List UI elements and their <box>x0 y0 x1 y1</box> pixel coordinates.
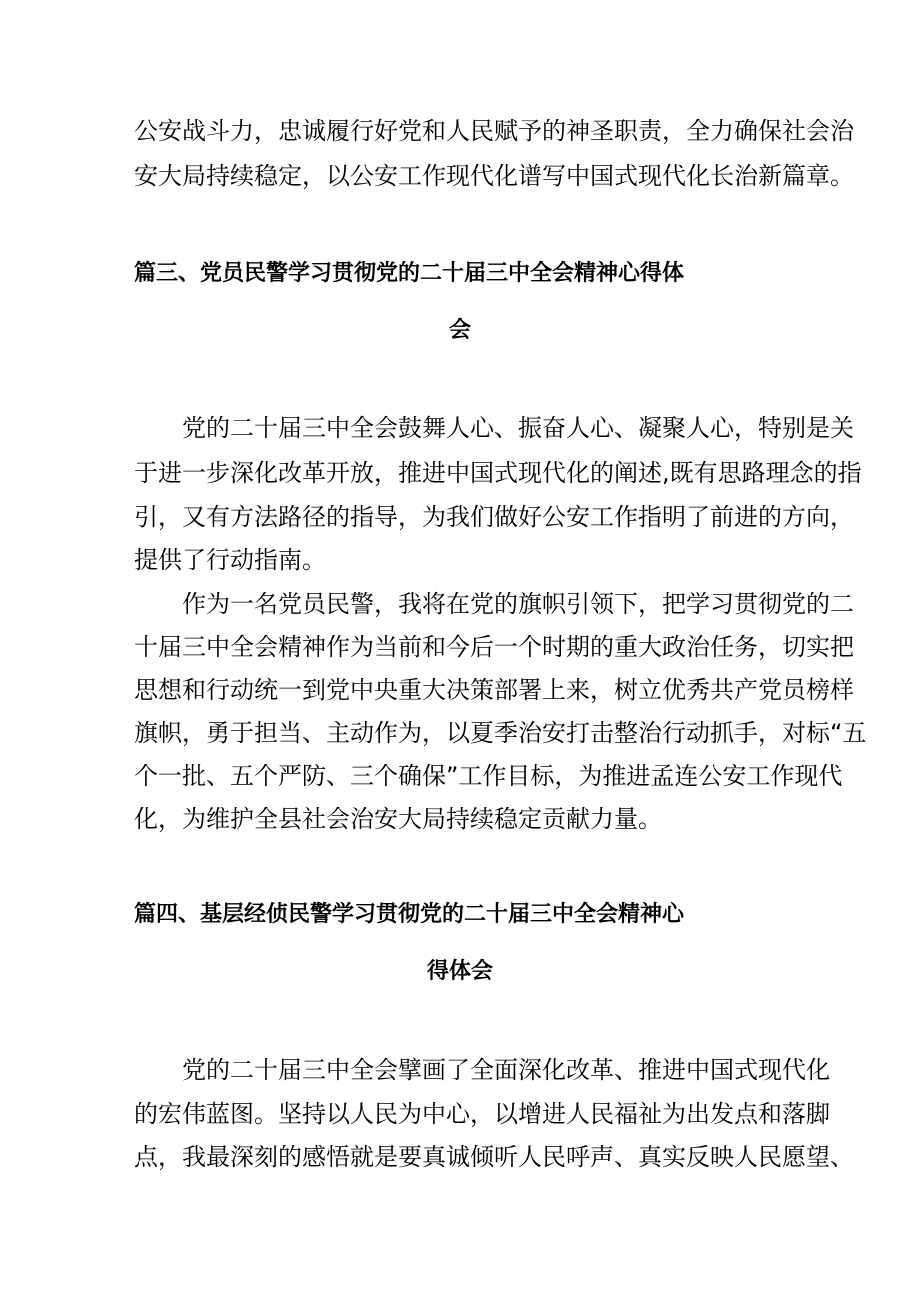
paragraph-line: 思想和行动统一到党中央重大决策部署上来，树立优秀共产党员榜样 <box>134 676 854 704</box>
paragraph-line: 党的二十届三中全会擘画了全面深化改革、推进中国式现代化 <box>182 1056 830 1084</box>
paragraph-line: 公安战斗力，忠诚履行好党和人民赋予的神圣职责，全力确保社会治 <box>134 117 854 145</box>
paragraph-line: 旗帜，勇于担当、主动作为，以夏季治安打击整治行动抓手，对标“五 <box>134 719 867 747</box>
paragraph-line: 于进一步深化改革开放，推进中国式现代化的阐述,既有思路理念的指 <box>134 459 862 487</box>
paragraph-line: 提供了行动指南。 <box>134 546 326 574</box>
paragraph-line: 党的二十届三中全会鼓舞人心、振奋人心、凝聚人心，特别是关 <box>182 414 854 442</box>
paragraph-line: 个一批、五个严防、三个确保”工作目标，为推进孟连公安工作现代 <box>134 762 843 790</box>
section-heading-continuation: 会 <box>449 318 472 343</box>
paragraph-line: 十届三中全会精神作为当前和今后一个时期的重大政治任务，切实把 <box>134 633 854 661</box>
section-heading: 篇三、党员民警学习贯彻党的二十届三中全会精神心得体 <box>134 261 685 286</box>
paragraph-line: 化，为维护全县社会治安大局持续稳定贡献力量。 <box>134 805 662 833</box>
paragraph-line: 点，我最深刻的感悟就是要真诚倾听人民呼声、真实反映人民愿望、 <box>134 1143 854 1171</box>
section-heading: 篇四、基层经侦民警学习贯彻党的二十届三中全会精神心 <box>134 902 685 927</box>
paragraph-line: 安大局持续稳定，以公安工作现代化谱写中国式现代化长治新篇章。 <box>134 162 854 190</box>
section-heading-continuation: 得体会 <box>427 959 494 984</box>
paragraph-line: 的宏伟蓝图。坚持以人民为中心，以增进人民福祉为出发点和落脚 <box>134 1100 830 1128</box>
paragraph-line: 作为一名党员民警，我将在党的旗帜引领下，把学习贯彻党的二 <box>182 590 854 618</box>
paragraph-line: 引，又有方法路径的指导，为我们做好公安工作指明了前进的方向， <box>134 503 854 531</box>
